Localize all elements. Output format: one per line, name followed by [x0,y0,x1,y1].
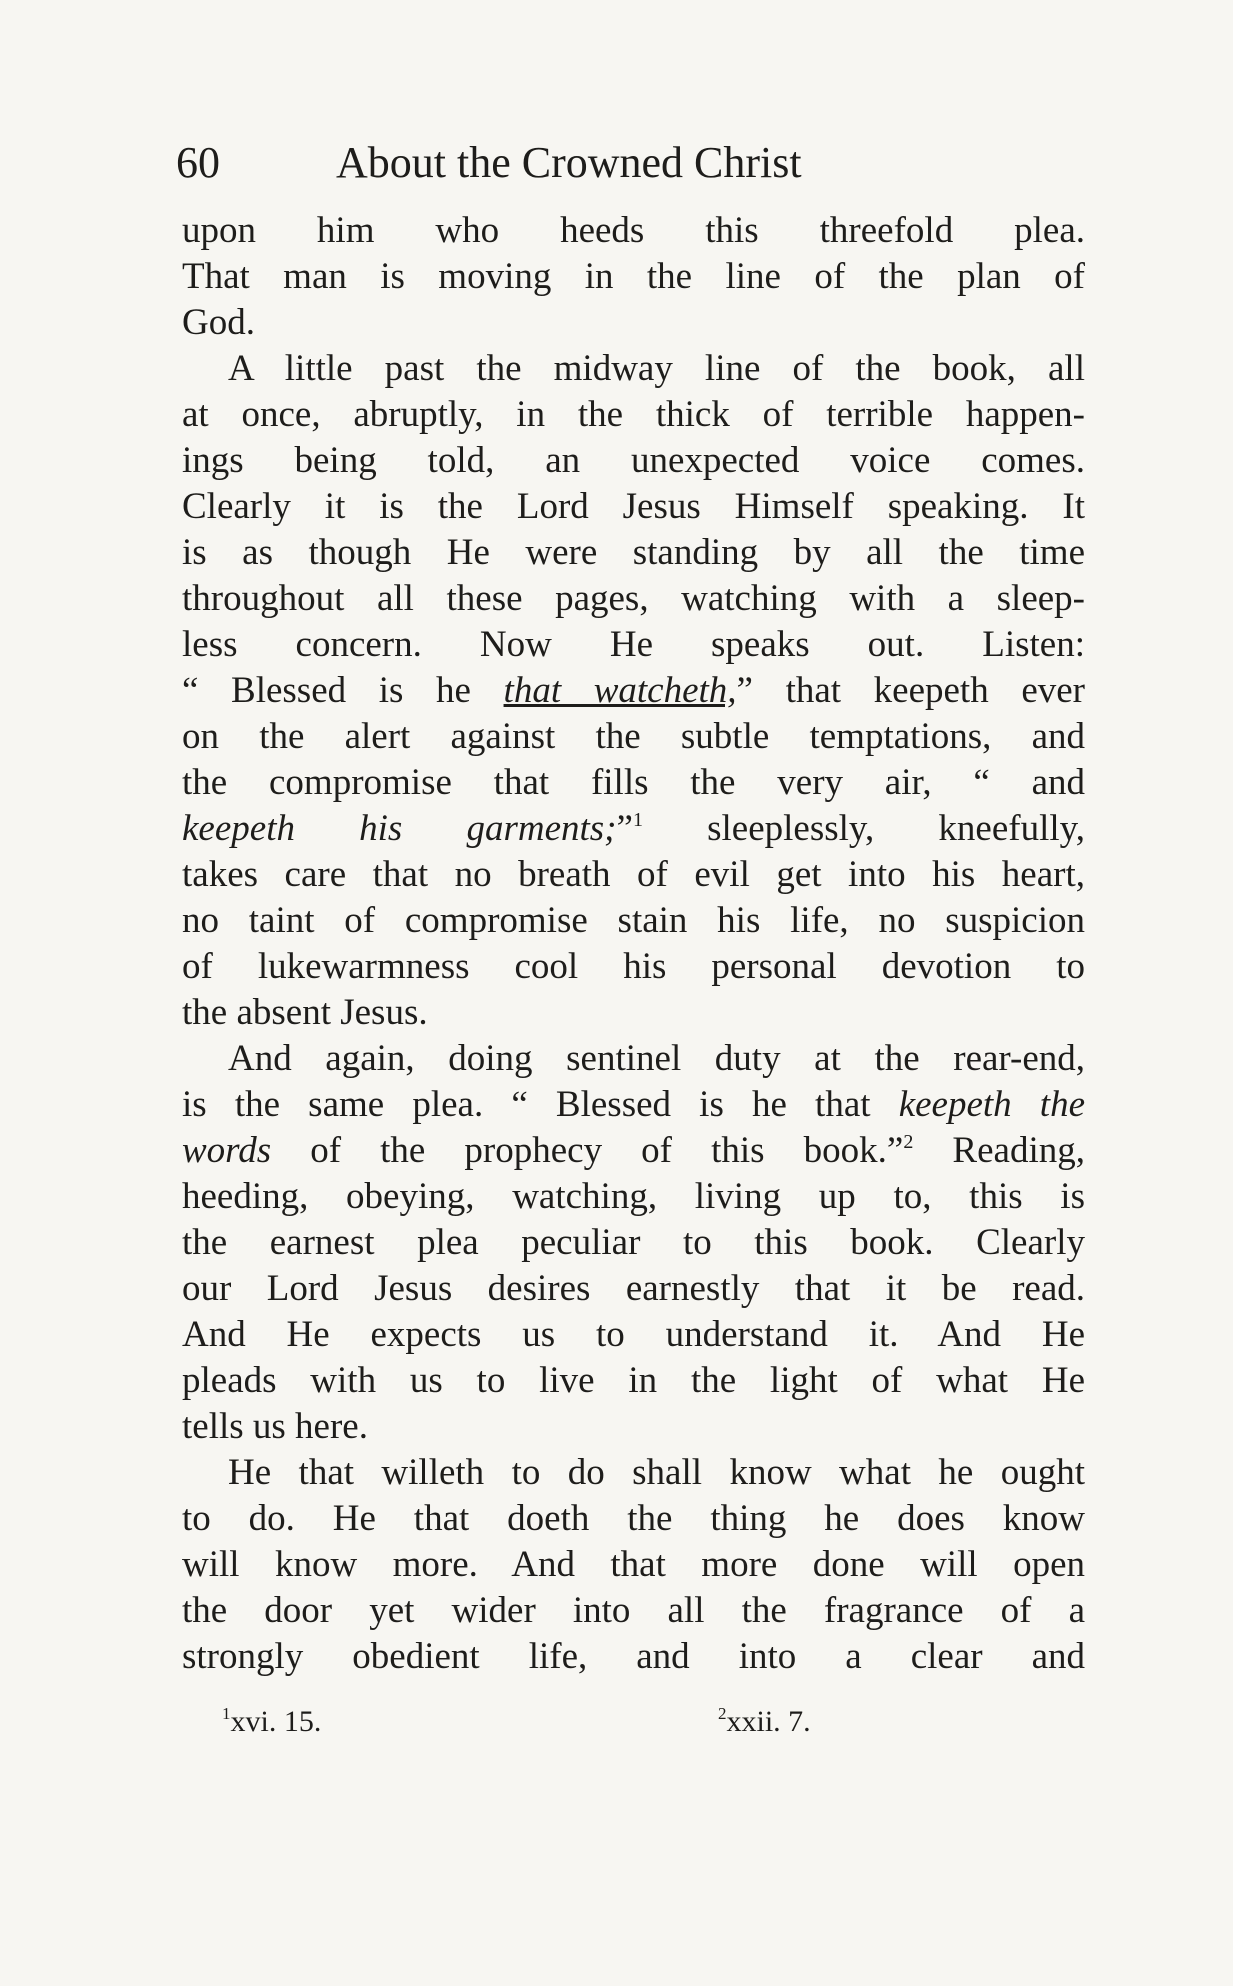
footnote-1-text: xvi. 15. [230,1705,322,1738]
footnote-2 [718,1700,811,1744]
text-line: takes care that no breath of evil get into his heart, [182,854,1085,895]
text-line: upon him who heeds this threefold plea. [182,210,1085,251]
text-line: no taint of compromise stain his life, no suspicion [182,900,1085,941]
italic-phrase: words [182,1130,272,1171]
text-line [182,668,1085,714]
footnotes [222,1700,922,1744]
underlined-italic-phrase: that watcheth, [503,670,737,711]
footnote-ref: 2 [903,1131,914,1153]
text-line: Clearly it is the Lord Jesus Himself speaking. It [182,486,1085,527]
text-line: A little past the midway line of the book, all [228,348,1085,389]
line-segment: is the same plea. “ Blessed is he that [182,1084,899,1125]
text-line: will know more. And that more done will open [182,1544,1085,1585]
text-line: our Lord Jesus desires earnestly that it be read. [182,1268,1085,1309]
text-line: is as though He were standing by all the time [182,532,1085,573]
text-line: He that willeth to do shall know what he ought [228,1452,1085,1493]
page-number: 60 [176,138,220,187]
footnote-ref: 1 [632,809,643,831]
line-segment: ” that keepeth ever [736,670,1085,711]
body-text [182,208,1085,1680]
line-segment: “ Blessed is he [182,670,504,711]
text-line [182,1082,1085,1128]
text-line: God. [182,302,255,343]
text-line: the earnest plea peculiar to this book. Clearly [182,1222,1085,1263]
text-line: the compromise that fills the very air, “ and [182,762,1085,803]
text-line: And He expects us to understand it. And He [182,1314,1085,1355]
italic-phrase: keepeth his garments; [182,808,617,849]
italic-phrase: keepeth the [898,1084,1086,1125]
text-line: at once, abruptly, in the thick of terrible happen- [182,394,1085,435]
text-line: heeding, obeying, watching, living up to, this is [182,1176,1085,1217]
footnote-2-mark: 2 [718,1704,727,1723]
line-segment: ” [616,808,633,849]
text-line [182,806,1085,852]
text-line: the absent Jesus. [182,992,428,1033]
text-line: to do. He that doeth the thing he does know [182,1498,1085,1539]
text-line [182,1128,1085,1174]
line-segment: Reading, [913,1130,1085,1171]
text-line: ings being told, an unexpected voice comes. [182,440,1085,481]
text-line: And again, doing sentinel duty at the rear-end, [228,1038,1085,1079]
text-line: That man is moving in the line of the plan of [182,256,1085,297]
running-header [176,128,1096,198]
text-line: the door yet wider into all the fragrance of a [182,1590,1085,1631]
line-segment: of the prophecy of this book.” [271,1130,904,1171]
text-line: tells us here. [182,1406,368,1447]
text-line: on the alert against the subtle temptations, and [182,716,1085,757]
text-line: less concern. Now He speaks out. Listen: [182,624,1085,665]
text-line: strongly obedient life, and into a clear and [182,1636,1085,1677]
text-line: pleads with us to live in the light of what He [182,1360,1085,1401]
line-segment: sleeplessly, kneefully, [642,808,1085,849]
footnote-1-mark: 1 [222,1704,231,1723]
running-title: About the Crowned Christ [336,138,802,187]
footnote-1 [222,1705,321,1738]
text-line: throughout all these pages, watching with a sleep- [182,578,1085,619]
footnote-2-text: xxii. 7. [726,1705,811,1738]
text-line: of lukewarmness cool his personal devotion to [182,946,1085,987]
